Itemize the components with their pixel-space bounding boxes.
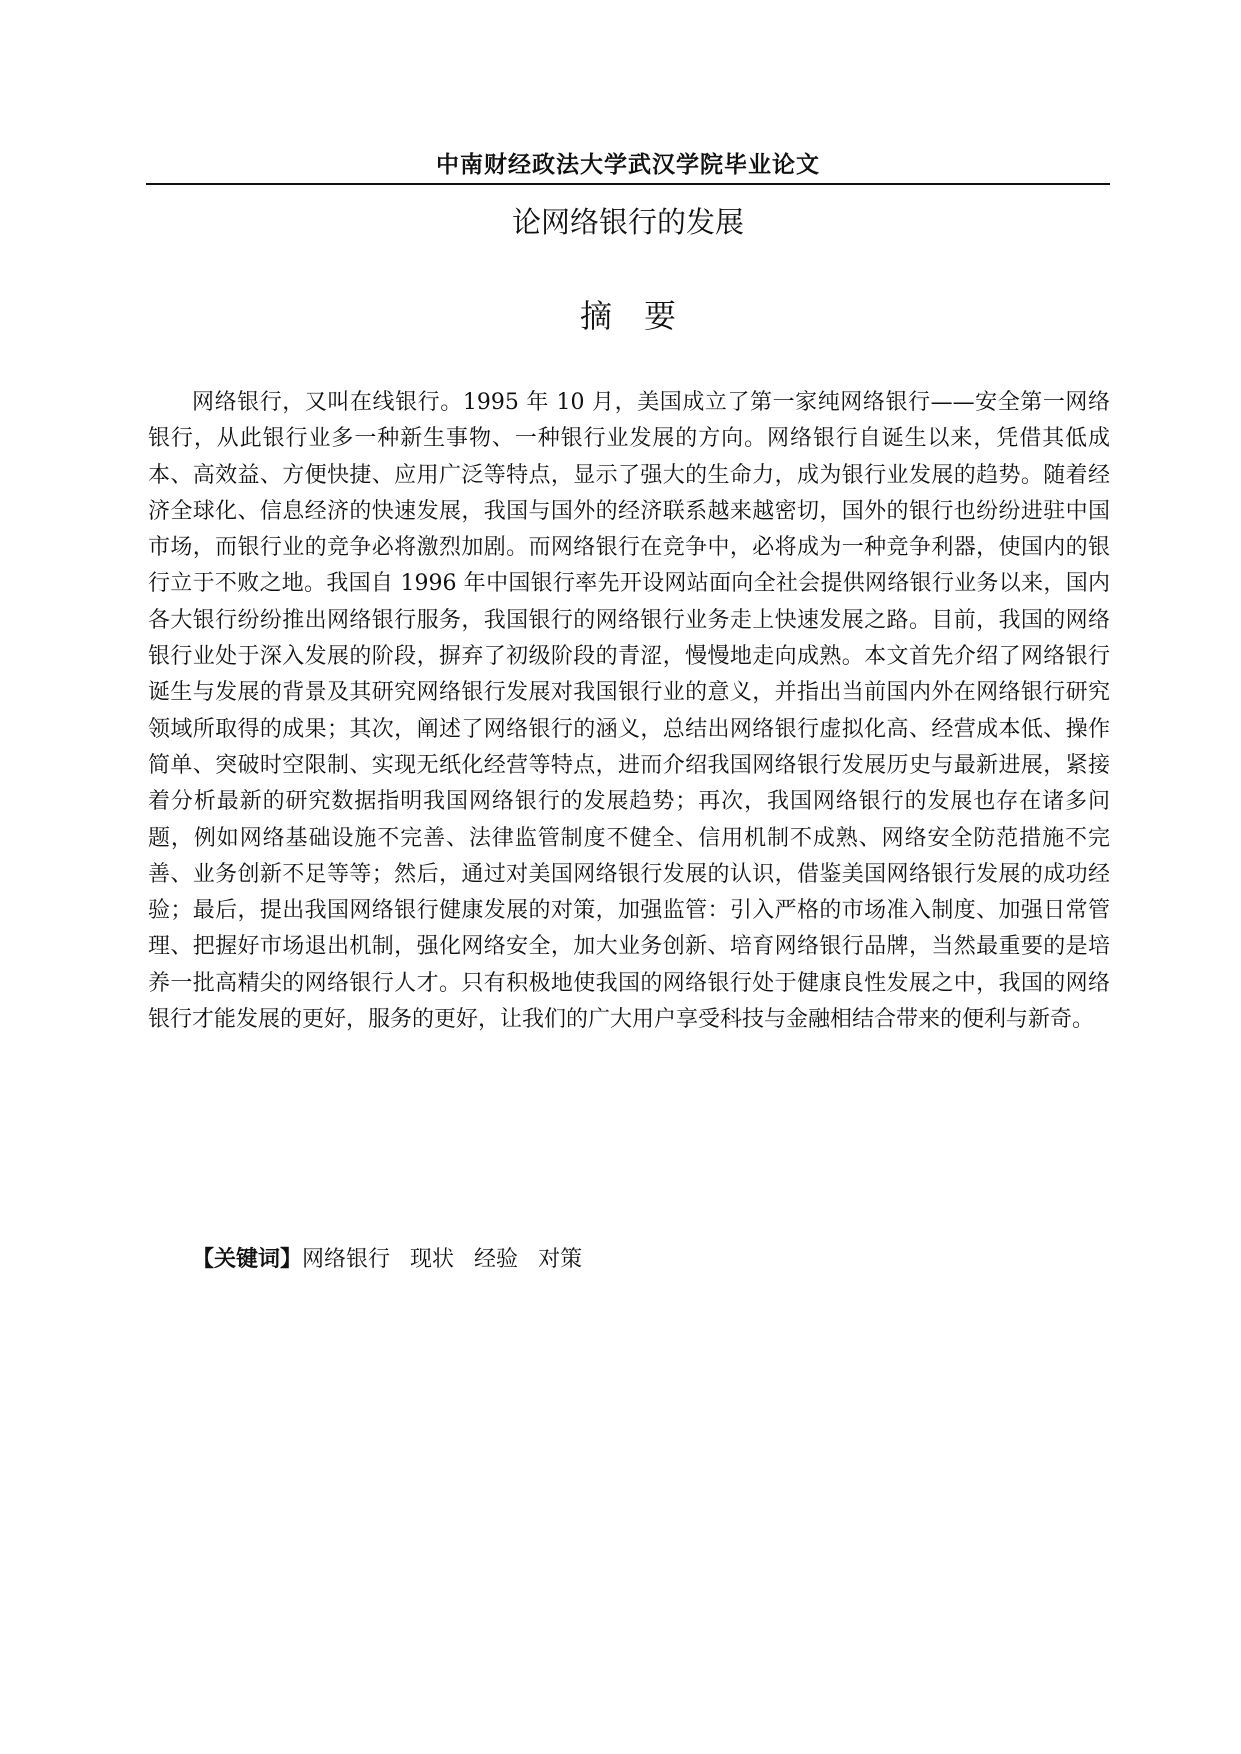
keywords-line [192, 1244, 1092, 1276]
keyword-item: 经验 [474, 1247, 519, 1272]
abstract-heading: 摘要 [579, 297, 708, 335]
keyword-item: 对策 [538, 1247, 583, 1272]
header-divider [146, 183, 1110, 185]
thesis-title: 论网络银行的发展 [511, 205, 744, 239]
keywords-label: 【关键词】 [192, 1247, 303, 1272]
keyword-item: 网络银行 [302, 1247, 391, 1272]
abstract-body: 网络银行，又叫在线银行。1995 年 10 月，美国成立了第一家纯网络银行——安全第一网络银行，从此银行业多一种新生事物、一种银行业发展的方向。网络银行自诞生以来，凭借其低成本、高效益、方便快捷、应用广泛等特点，显示了强大的生命力，成为银行业发展的趋势。随着经济全球化、信息经济的快速发展，我国与国外的经济联系越来越密切，国外的银行也纷纷进驻中国市场，而银行业的竞争必将激烈加剧。而网络银行在竞争中，必将成为一种竞争利器，使国内的银行立于不败之地。我国自 1996 年中国银行率先开设网站面向全社会提供网络银行业务以来，国内各大银行纷纷推出网络银行服务，我国银行的网络银行业务走上快速发展之路。目前，我国的网络银行业处于深入发展的阶段，摒弃了初级阶段的青涩，慢慢地走向成熟。本文首先介绍了网络银行诞生与发展的背景及其研究网络银行发展对我国银行业的意义，并指出当前国内外在网络银行研究领域所取得的成果；其次，阐述了网络银行的涵义，总结出网络银行虚拟化高、经营成本低、操作简单、突破时空限制、实现无纸化经营等特点，进而介绍我国网络银行发展历史与最新进展，紧接着分析最新的研究数据指明我国网络银行的发展趋势；再次，我国网络银行的发展也存在诸多问题，例如网络基础设施不完善、法律监管制度不健全、信用机制不成熟、网络安全防范措施不完善、业务创新不足等等；然后，通过对美国网络银行发展的认识，借鉴美国网络银行发展的成功经验；最后，提出我国网络银行健康发展的对策，加强监管：引入严格的市场准入制度、加强日常管理、把握好市场退出机制，强化网络安全，加大业务创新、培育网络银行品牌，当然最重要的是培养一批高精尖的网络银行人才。只有积极地使我国的网络银行处于健康良性发展之中，我国的网络银行才能发展的更好，服务的更好，让我们的广大用户享受科技与金融相结合带来的便利与新奇。 [148, 390, 1110, 1033]
running-header: 中南财经政法大学武汉学院毕业论文 [436, 152, 820, 178]
keyword-item: 现状 [410, 1247, 455, 1272]
